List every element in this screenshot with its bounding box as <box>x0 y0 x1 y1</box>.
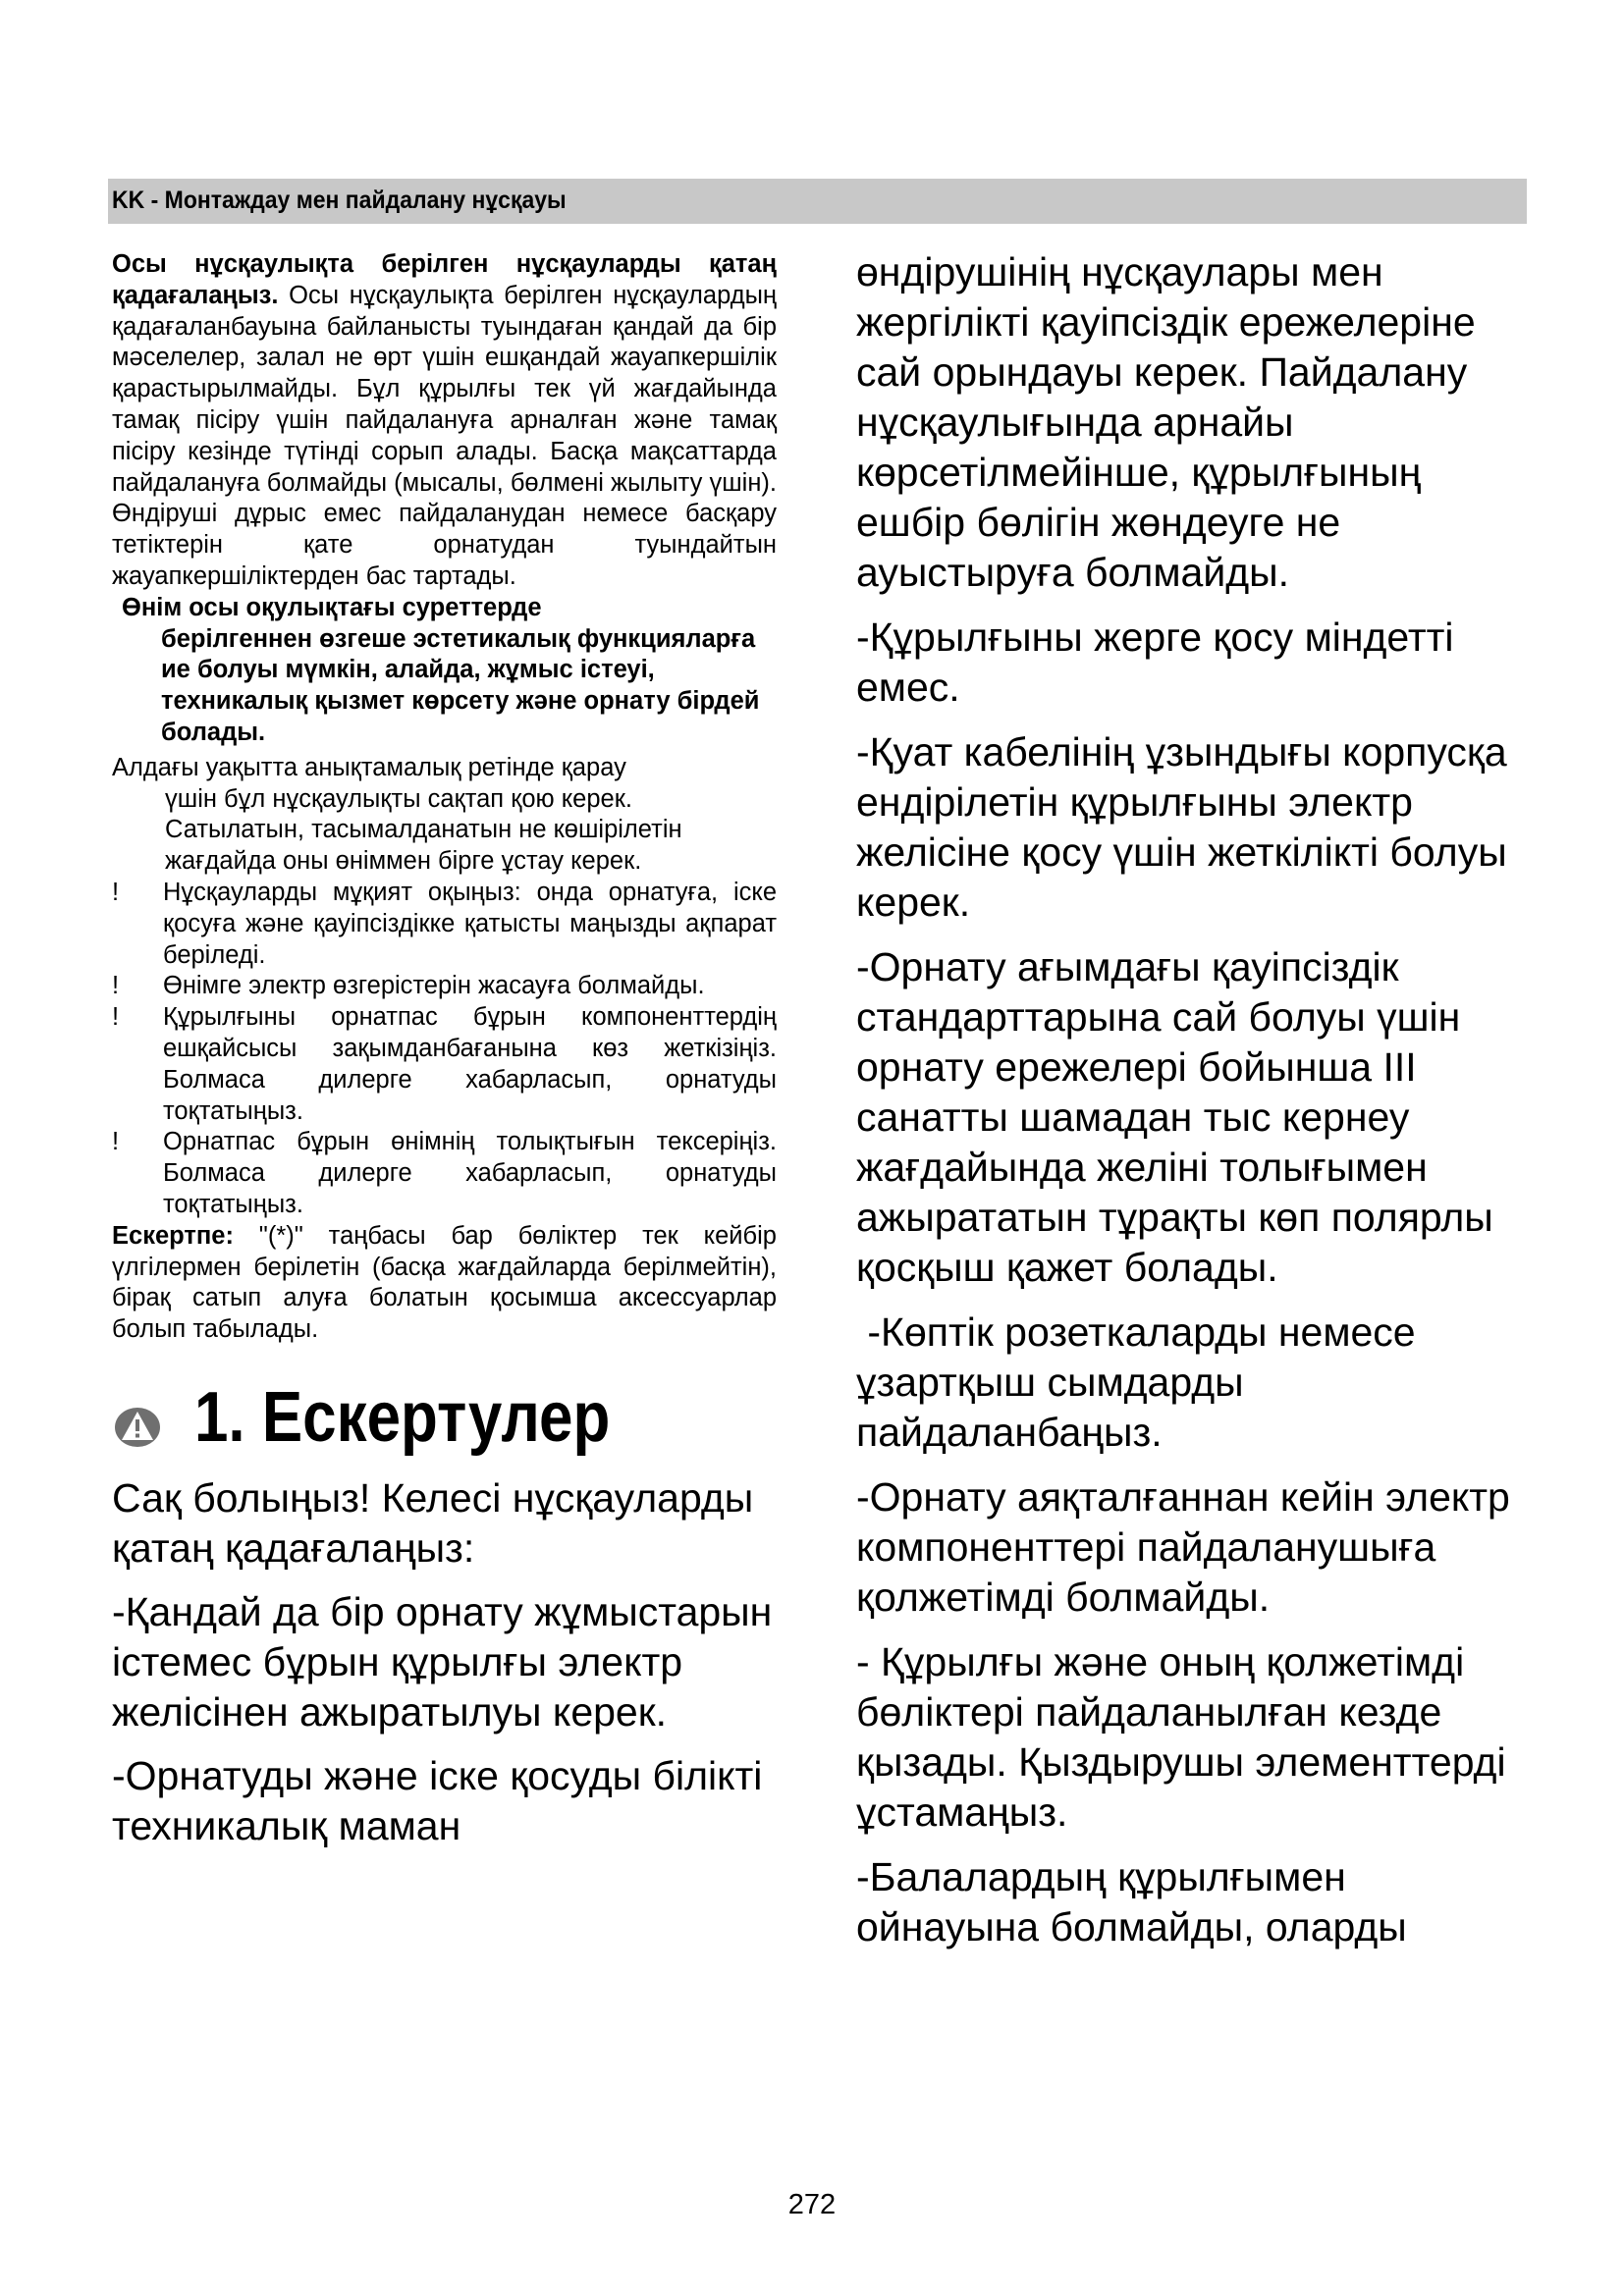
header-bar <box>108 179 1527 224</box>
header-title: KK - Монтаждау мен пайдалану нұсқауы <box>112 187 567 214</box>
product-note-rest: берілгеннен өзгеше эстетикалық функцияларға ие болуы мүмкін, алайда, жұмыс істеуі, техникалық қызмет көрсету және орнату бірдей болады. <box>161 624 760 746</box>
warning-triangle-icon <box>114 1405 161 1448</box>
warning-item <box>112 1127 777 1220</box>
left-paragraph: -Қандай да бір орнату жұмыстарын істемес бұрын құрылғы электр желісінен ажыратылуы керек. <box>112 1588 773 1735</box>
warning-text: Өнімге электр өзгерістерін жасауға болмайды. <box>163 972 705 1000</box>
intro-paragraph <box>112 249 777 593</box>
right-paragraph: -Қуат кабелінің ұзындығы корпусқа ендірілетін құрылғыны электр желісіне қосу үшін жеткілікті болуы керек. <box>856 729 1507 925</box>
right-paragraph: -Құрылғыны жерге қосу міндетті емес. <box>856 614 1454 710</box>
left-paragraph: Сақ болыңыз! Келесі нұсқауларды қатаң қадағалаңыз: <box>112 1474 754 1571</box>
warning-item <box>112 971 777 1002</box>
intro-bold-lead: Осы нұсқаулықта берілген нұсқауларды қатаң қадағалаңыз. <box>112 250 777 309</box>
exclamation-mark: ! <box>112 878 120 906</box>
exclamation-mark: ! <box>112 1128 120 1156</box>
right-paragraph: - Құрылғы және оның қолжетімді бөліктері пайдаланылған кезде қызады. Қыздырушы элементтерді ұстамаңыз. <box>856 1639 1506 1835</box>
warning-item <box>112 1002 777 1127</box>
right-paragraph: өндірушінің нұсқаулары мен жергілікті қауіпсіздік ережелеріне сай орындауы керек. Пайдалану нұсқаулығында арнайы көрсетілмейінше, құрылғының ешбір бөлігін жөндеуге не ауыстыруға болмайды. <box>856 249 1476 595</box>
right-column <box>856 247 1524 1967</box>
keep-manual-first: Алдағы уақытта анықтамалық ретінде қарау <box>112 753 626 781</box>
warning-text: Құрылғыны орнатпас бұрын компоненттердің ешқайсысы зақымданбағанына көз жеткізіңіз. Болмаса дилерге хабарласып, орнатуды тоқтатыңыз. <box>163 1003 777 1125</box>
section-title: 1. Ескертулер <box>194 1377 611 1457</box>
exclamation-mark: ! <box>112 1003 120 1032</box>
right-paragraph: -Орнату ағымдағы қауіпсіздік стандарттарына сай болуы үшін орнату ережелері бойынша III санатты шамадан тыс кернеу жағдайында желіні толығымен ажырататын тұрақты көп полярлы қосқыш қажет болады. <box>856 944 1493 1290</box>
left-paragraph: -Орнатуды және іске қосуды білікті техникалық маман <box>112 1752 763 1848</box>
right-paragraph: -Орнату аяқталғаннан кейін электр компоненттері пайдаланушыға қолжетімді болмайды. <box>856 1474 1510 1620</box>
left-column <box>112 249 777 1865</box>
note-label: Ескертпе: <box>112 1221 234 1250</box>
note-text: "(*)" таңбасы бар бөліктер тек кейбір үлгілермен берілетін (басқа жағдайларда берілмейтін), бірақ сатып алуға болатын қосымша аксессуарлар болып табылады. <box>112 1221 777 1344</box>
keep-manual-note <box>112 753 777 878</box>
warning-item <box>112 878 777 971</box>
product-note-first: Өнім осы оқулықтағы суреттерде <box>122 593 542 621</box>
right-paragraph: -Көптік розеткаларды немесе ұзартқыш сымдарды пайдаланбаңыз. <box>856 1309 1428 1455</box>
exclamation-mark: ! <box>112 972 120 1000</box>
intro-text: Осы нұсқаулықта берілген нұсқаулардың қадағаланбауына байланысты туындаған қандай да бір мәселелер, залал не өрт үшін ешқандай жауапкершілік қарастырылмайды. Бұл құрылғы тек үй жағдайында тамақ пісіру үшін пайдалануға арналған және тамақ пісіру кезінде түтінді сорып алады. Басқа мақсаттарда пайдалануға болмайды (мысалы, бөлмені жылыту үшін). Өндіруші дұрыс емес пайдаланудан немесе басқару тетіктерін қате орнатудан туындайтын жауапкершіліктерден бас тартады. <box>112 281 777 590</box>
keep-manual-rest: үшін бұл нұсқаулықты сақтап қою керек. Сатылатын, тасымалданатын не көшірілетін жағдайда оны өніммен бірге ұстау керек. <box>165 784 682 876</box>
product-note <box>122 593 777 749</box>
page-number: 272 <box>787 2189 837 2220</box>
warning-text: Орнатпас бұрын өнімнің толықтығын тексеріңіз. Болмаса дилерге хабарласып, орнатуды тоқтатыңыз. <box>163 1128 777 1218</box>
warning-text: Нұсқауларды мұқият оқыңыз: онда орнатуға, іске қосуға және қауіпсіздікке қатысты маңызды ақпарат беріледі. <box>163 878 777 969</box>
warnings-list <box>112 878 777 1221</box>
right-paragraph: -Балалардың құрылғымен ойнауына болмайды, оларды <box>856 1854 1407 1949</box>
section-heading <box>112 1375 777 1473</box>
note-paragraph <box>112 1221 777 1346</box>
